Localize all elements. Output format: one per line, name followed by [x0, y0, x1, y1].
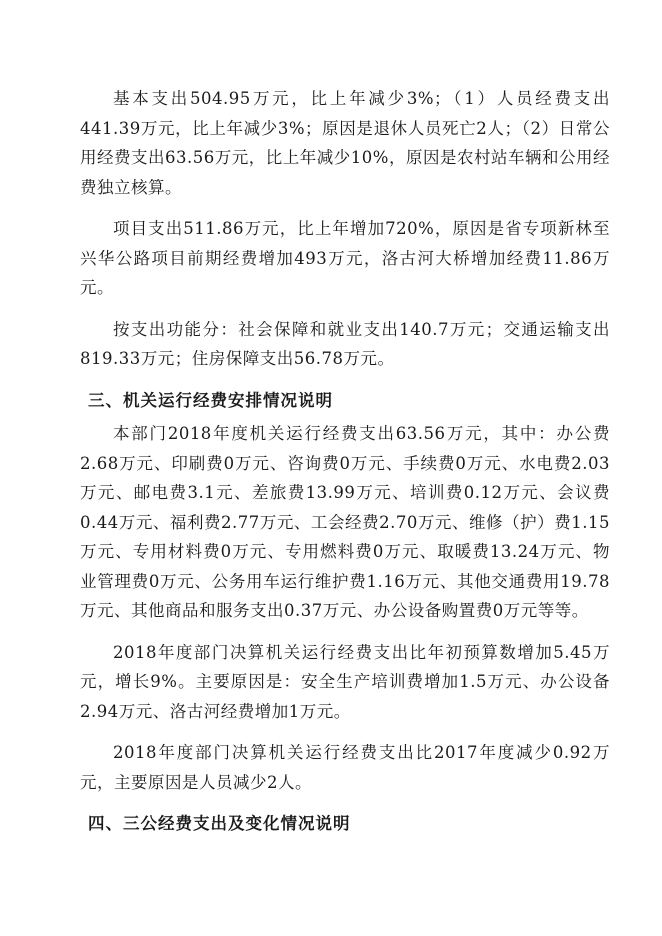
- paragraph-year-comparison: 2018年度部门决算机关运行经费支出比2017年度减少0.92万元，主要原因是人员减少2人。: [80, 743, 610, 792]
- paragraph-operating-costs: 本部门2018年度机关运行经费支出63.56万元，其中：办公费2.68万元、印刷费0万元、咨询费0万元、手续费0万元、水电费2.03万元、邮电费3.1元、差旅费13.99万元、培训费0.12万元、会议费0.44万元、福利费2.77万元、工会经费2.70万元、维修（护）费1.15万元、专用材料费0万元、专用燃料费0万元、取暖费13.24万元、物业管理费0万元、公务用车运行维护费1.16万元、其他交通费用19.78万元、其他商品和服务支出0.37万元、办公设备购置费0万元等等。: [80, 424, 610, 620]
- paragraph-budget-comparison: 2018年度部门决算机关运行经费支出比年初预算数增加5.45万元，增长9%。主要原因是：安全生产培训费增加1.5万元、办公设备2.94万元、洛古河经费增加1万元。: [80, 642, 610, 721]
- section-heading-4: 四、三公经费支出及变化情况说明: [88, 814, 351, 833]
- paragraph-project-expenditure: 项目支出511.86万元，比上年增加720%，原因是省专项新林至兴华公路项目前期经费增加493万元，洛古河大桥增加经费11.86万元。: [80, 219, 610, 297]
- paragraph-basic-expenditure: 基本支出504.95万元，比上年减少3%；（1）人员经费支出441.39万元，比上年减少3%；原因是退休人员死亡2人；（2）日常公用经费支出63.56万元，比上年减少10%，原因是农村站车辆和公用经费独立核算。: [80, 89, 610, 197]
- paragraph-function-breakdown: 按支出功能分：社会保障和就业支出140.7万元；交通运输支出819.33万元；住房保障支出56.78万元。: [80, 319, 610, 368]
- section-heading-3: 三、机关运行经费安排情况说明: [88, 390, 333, 410]
